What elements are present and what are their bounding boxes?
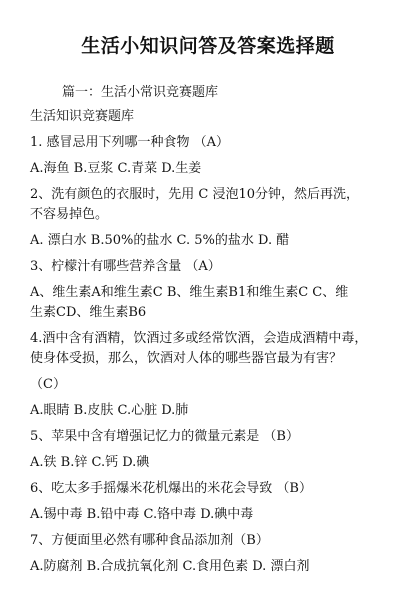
- question-5-options: A.铁 B.锌 C.钙 D.碘: [30, 455, 150, 470]
- question-2-continued: 不容易掉色。: [30, 207, 109, 222]
- question-6: 6、吃太多手摇爆米花机爆出的米花会导致 （B）: [30, 481, 312, 496]
- question-7-options: A.防腐剂 B.合成抗氧化剂 C.食用色素 D. 漂白剂: [30, 559, 310, 574]
- document-title: 生活小知识问答及答案选择题: [81, 35, 335, 57]
- question-4: 4.酒中含有酒精，饮酒过多或经常饮酒，会造成酒精中毒，: [30, 331, 368, 346]
- question-1: 1. 感冒忌用下列哪一种食物 （A）: [30, 135, 230, 150]
- question-1-options: A.海鱼 B.豆浆 C.青菜 D.生姜: [30, 161, 202, 176]
- question-3: 3、柠檬汁有哪些营养含量 （A）: [30, 259, 221, 274]
- section-heading: 生活知识竞赛题库: [30, 109, 135, 124]
- question-4-answer: （C）: [30, 377, 66, 392]
- question-4-options: A.眼睛 B.皮肤 C.心脏 D.肺: [30, 403, 189, 418]
- question-3-options: A、维生素A和维生素C B、维生素B1和维生素C C、维: [30, 285, 349, 300]
- question-7: 7、方便面里必然有哪种食品添加剂（B）: [30, 533, 269, 548]
- document-subtitle: 篇一：生活小常识竞赛题库: [62, 85, 219, 100]
- question-6-options: A.锡中毒 B.铅中毒 C.铬中毒 D.碘中毒: [30, 507, 254, 522]
- question-4-continued: 使身体受损，那么，饮酒对人体的哪些器官最为有害？: [30, 351, 343, 366]
- question-5: 5、苹果中含有增强记忆力的微量元素是 （B）: [30, 429, 299, 444]
- question-2: 2、洗有颜色的衣服时，先用 C 浸泡10分钟，然后再洗，: [30, 187, 360, 202]
- question-2-options: A. 漂白水 B.50%的盐水 C. 5%的盐水 D. 醋: [30, 233, 290, 248]
- question-3-options-continued: 生素CD、维生素B6: [30, 305, 147, 320]
